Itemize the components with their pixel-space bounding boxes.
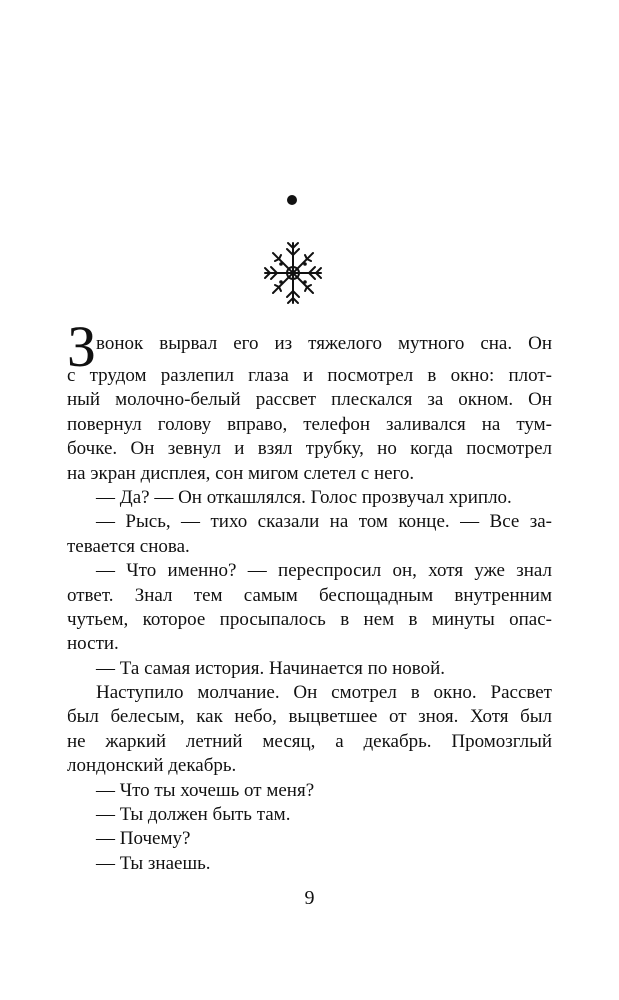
dialogue-line: — Та самая история. Начинается по новой. (96, 657, 445, 679)
text-line: был белесым, как небо, выцветшее от зноя. Хотя был (67, 706, 552, 728)
dialogue-line: — Что ты хочешь от меня? (96, 779, 315, 801)
text-line: ности. (67, 633, 119, 655)
text-line: повернул голову вправо, телефон заливался на тум- (67, 413, 552, 435)
paragraph-line: Наступило молчание. Он смотрел в окно. Рассвет (96, 682, 552, 704)
text-line: чутьем, которое просыпалось в нем в минуты опас- (67, 608, 552, 630)
text-line: тевается снова. (67, 535, 190, 557)
text-line: ный молочно-белый рассвет плескался за окном. Он (67, 389, 552, 411)
first-line-text: вонок вырвал его из тяжелого мутного сна. Он (96, 333, 552, 354)
drop-cap: З (67, 314, 97, 379)
chapter-text (67, 314, 552, 876)
text-line: ответ. Знал тем самым беспощадным внутренним (67, 584, 552, 606)
dialogue-line: — Что именно? — переспросил он, хотя уже знал (96, 560, 552, 582)
dialogue-line: — Да? — Он откашлялся. Голос прозвучал хрипло. (96, 486, 512, 508)
text-line: бочке. Он зевнул и взял трубку, но когда посмотрел (67, 438, 552, 460)
text-line: лондонский декабрь. (67, 755, 237, 777)
dialogue-line: — Ты знаешь. (96, 852, 211, 874)
dialogue-line: — Ты должен быть там. (96, 804, 291, 826)
snowflake-icon (263, 240, 323, 306)
text-line: на экран дисплея, сон мигом слетел с него. (67, 462, 415, 484)
dialogue-line: — Почему? (96, 828, 191, 850)
dialogue-line: — Рысь, — тихо сказали на том конце. — Все за- (96, 511, 552, 533)
text-line: не жаркий летний месяц, а декабрь. Промозглый (67, 730, 552, 752)
page-number: 9 (304, 887, 315, 909)
text-line: с трудом разлепил глаза и посмотрел в окно: плот- (67, 365, 552, 386)
bullet-dot-icon (287, 195, 297, 205)
